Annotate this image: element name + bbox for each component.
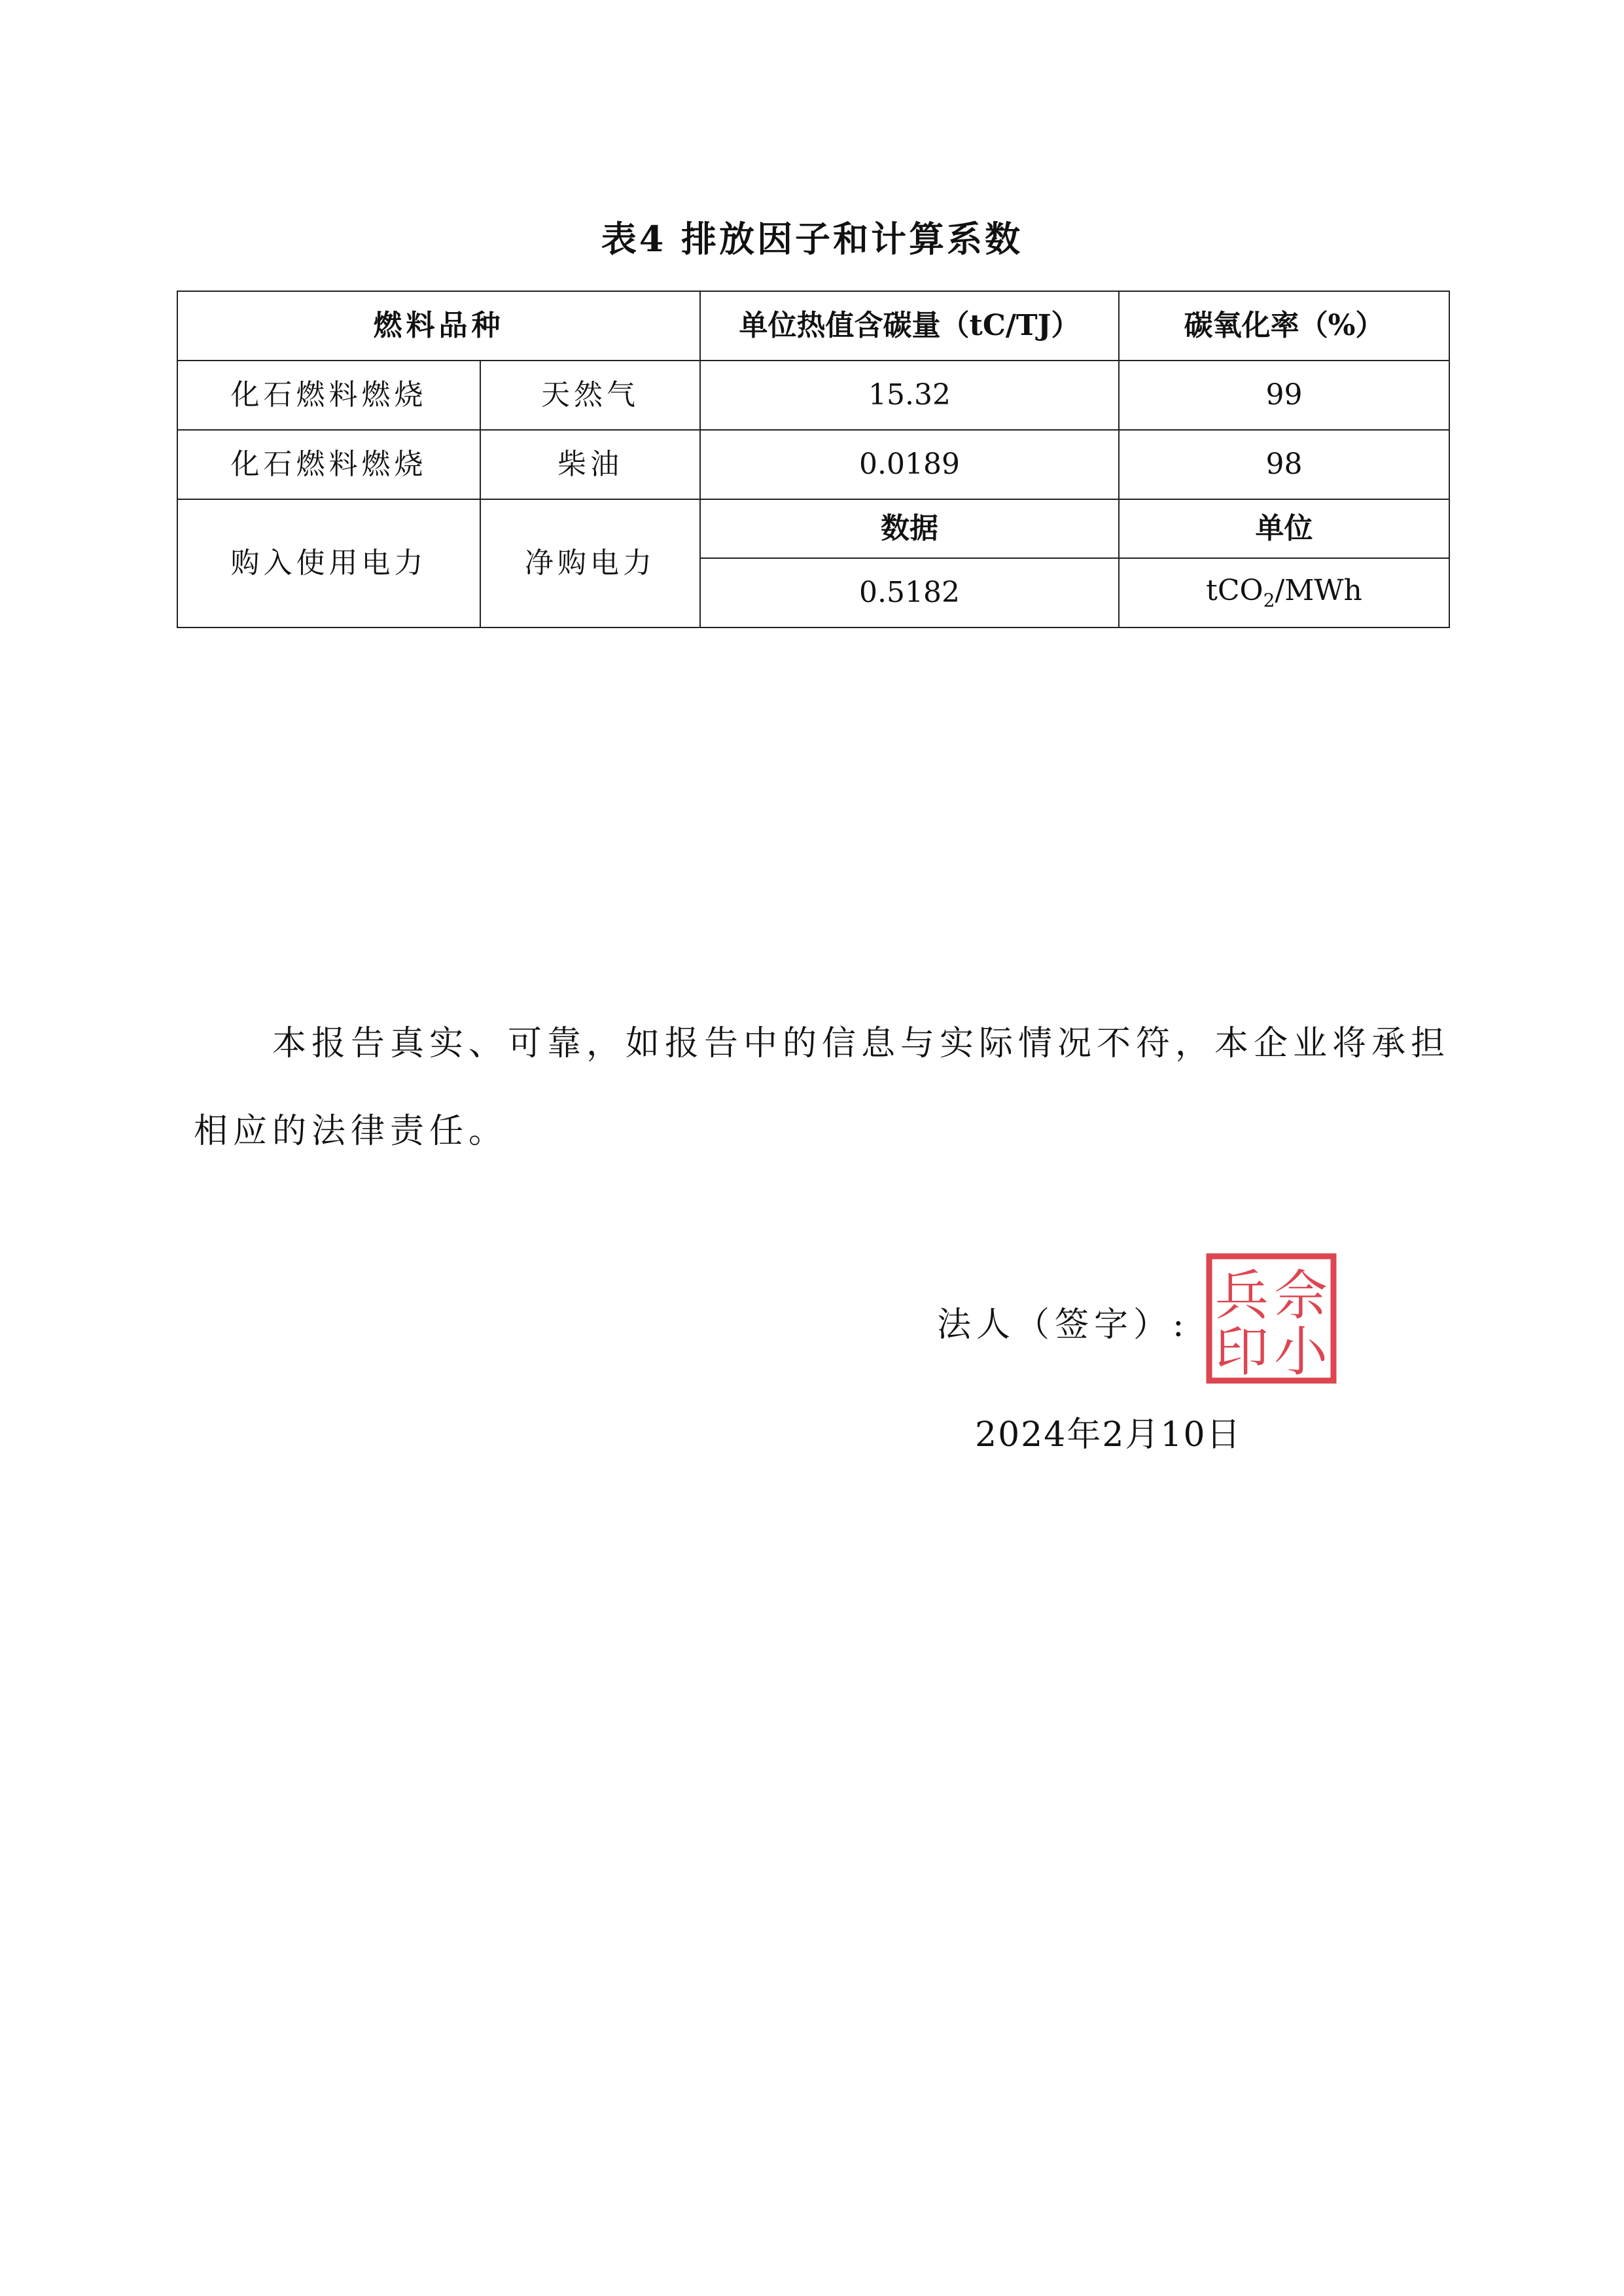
row-category: 化石燃料燃烧	[177, 430, 480, 499]
header-carbon-content: 单位热值含碳量（tC/TJ）	[700, 291, 1119, 361]
row-carbon-content: 15.32	[700, 361, 1119, 430]
statement-paragraph: 本报告真实、可靠，如报告中的信息与实际情况不符，本企业将承担相应的法律责任。	[194, 1024, 1451, 1151]
seal-char: 印	[1214, 1321, 1269, 1383]
seal-stamp	[1203, 1250, 1340, 1387]
header-oxidation-rate: 碳氧化率（%）	[1119, 291, 1449, 361]
electricity-item: 净购电力	[480, 499, 700, 627]
table-title: 表4 排放因子和计算系数	[601, 218, 1023, 260]
table-row	[177, 361, 1449, 430]
row-fuel: 柴油	[480, 430, 700, 499]
electricity-unit-header: 单位	[1119, 499, 1449, 558]
emission-factor-table	[177, 291, 1450, 628]
seal-char: 兵	[1214, 1265, 1269, 1327]
header-fuel-type: 燃料品种	[177, 291, 700, 361]
electricity-value: 0.5182	[700, 558, 1119, 627]
electricity-data-header: 数据	[700, 499, 1119, 558]
unit-prefix: tCO	[1206, 573, 1263, 607]
row-category: 化石燃料燃烧	[177, 361, 480, 430]
seal-char: 佘	[1273, 1265, 1328, 1327]
row-carbon-content: 0.0189	[700, 430, 1119, 499]
electricity-unit	[1119, 558, 1449, 627]
electricity-category: 购入使用电力	[177, 499, 480, 627]
table-row	[177, 430, 1449, 499]
unit-suffix: /MWh	[1275, 573, 1362, 607]
seal-char: 小	[1273, 1321, 1328, 1383]
row-oxidation-rate: 99	[1119, 361, 1449, 430]
row-oxidation-rate: 98	[1119, 430, 1449, 499]
row-fuel: 天然气	[480, 361, 700, 430]
signature-label: 法人（签字）:	[937, 1305, 1190, 1345]
seal-graphic	[1203, 1250, 1340, 1387]
unit-subscript: 2	[1263, 589, 1275, 611]
signature-date: 2024年2月10日	[975, 1415, 1242, 1455]
electricity-row	[177, 499, 1449, 558]
table-header-row	[177, 291, 1449, 361]
